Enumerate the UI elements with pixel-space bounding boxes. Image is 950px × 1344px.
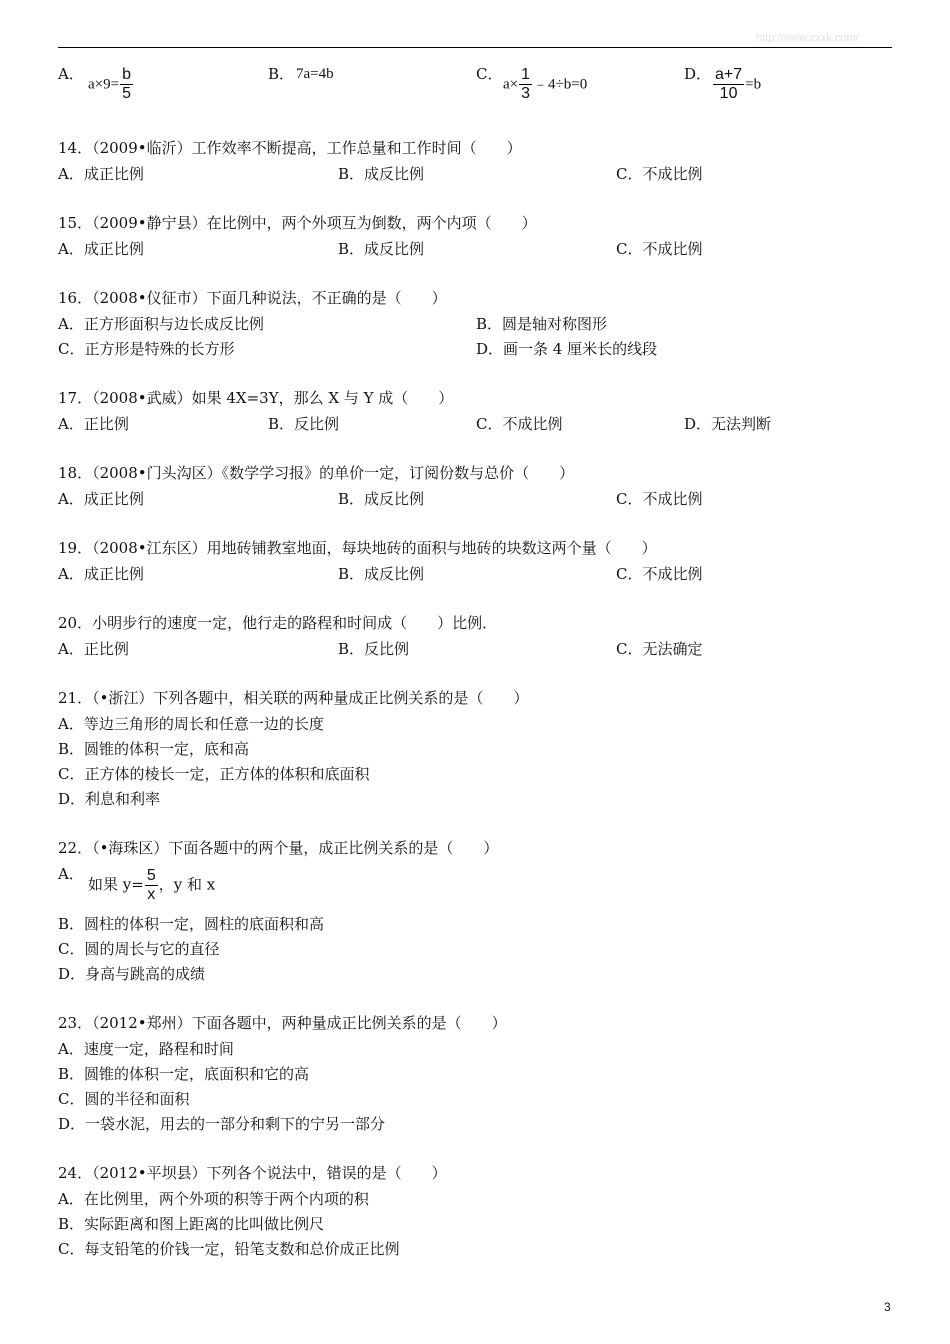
- q13-option-a-formula: [88, 66, 134, 103]
- q18-option-c: C．不成比例: [616, 490, 703, 508]
- q15-option-a: A．成正比例: [58, 240, 144, 258]
- q13-d-numerator: a+7: [715, 66, 743, 83]
- q16-option-c: C．正方形是特殊的长方形: [58, 340, 235, 358]
- q21-option-c: C．正方体的棱长一定，正方体的体积和底面积: [58, 765, 370, 783]
- q18-stem: 18．（2008•门头沟区）《数学学习报》的单价一定，订阅份数与总价（ ）: [58, 464, 575, 482]
- q15-stem: 15．（2009•静宁县）在比例中，两个外项互为倒数，两个内项（ ）: [58, 214, 537, 232]
- q23-stem: 23．（2012•郑州）下面各题中，两种量成正比例关系的是（ ）: [58, 1014, 507, 1032]
- q15-option-c: C．不成比例: [616, 240, 703, 258]
- q22-stem: 22．（•海珠区）下面各题中的两个量，成正比例关系的是（ ）: [58, 839, 499, 857]
- q19-option-b: B．成反比例: [338, 565, 425, 583]
- q16-option-d: D．画一条 4 厘米长的线段: [476, 340, 658, 358]
- q13-option-b-text: 7a=4b: [296, 66, 334, 82]
- q17-stem: 17．（2008•武威）如果 4X=3Y，那么 X 与 Y 成（ ）: [58, 389, 454, 407]
- page-number: 3: [884, 1300, 891, 1314]
- q22-option-a-formula: [88, 867, 215, 904]
- q20-stem: 20．小明步行的速度一定，他行走的路程和时间成（ ）比例．: [58, 614, 498, 632]
- q24-option-b: B．实际距离和图上距离的比叫做比例尺: [58, 1215, 325, 1233]
- q18-option-a: A．成正比例: [58, 490, 144, 508]
- q13-c-denominator: 3: [521, 85, 531, 102]
- q17-option-a: A．正比例: [58, 415, 129, 433]
- q13-c-fraction: [519, 66, 532, 103]
- q13-a-pre: a×9=: [88, 76, 120, 93]
- q13-option-c-label: C．: [476, 65, 503, 83]
- q22-a-pre: 如果 y=: [88, 875, 144, 894]
- q20-option-a: A．正比例: [58, 640, 129, 658]
- q17-option-b: B．反比例: [268, 415, 340, 433]
- q13-c-pre: a×: [503, 76, 519, 93]
- q21-option-d: D．利息和利率: [58, 790, 161, 808]
- q19-stem: 19．（2008•江东区）用地砖铺教室地面，每块地砖的面积与地砖的块数这两个量（ ）: [58, 539, 657, 557]
- q19-option-c: C．不成比例: [616, 565, 703, 583]
- q16-stem: 16．（2008•仪征市）下面几种说法，不正确的是（ ）: [58, 289, 447, 307]
- q14-option-b: B．成反比例: [338, 165, 425, 183]
- q19-option-a: A．成正比例: [58, 565, 144, 583]
- q24-option-c: C．每支铅笔的价钱一定，铅笔支数和总价成正比例: [58, 1240, 400, 1258]
- q22-a-denominator: x: [145, 885, 158, 904]
- q22-a-numerator: 5: [146, 867, 156, 884]
- q24-stem: 24．（2012•平坝县）下列各个说法中，错误的是（ ）: [58, 1164, 447, 1182]
- q13-d-fraction: [713, 66, 744, 103]
- q16-option-a: A．正方形面积与边长成反比例: [58, 315, 264, 333]
- q23-option-a: A．速度一定，路程和时间: [58, 1040, 234, 1058]
- q24-option-a: A．在比例里，两个外项的积等于两个内项的积: [58, 1190, 369, 1208]
- q23-option-d: D．一袋水泥，用去的一部分和剩下的宁另一部分: [58, 1115, 386, 1133]
- q13-a-fraction: [120, 66, 133, 103]
- q23-option-b: B．圆锥的体积一定，底面积和它的高: [58, 1065, 310, 1083]
- q13-a-denominator: 5: [122, 85, 131, 102]
- q13-d-denominator: 10: [713, 84, 744, 103]
- watermark: http://www.zxxk.com/: [756, 32, 859, 44]
- header-rule: [58, 47, 892, 48]
- q13-option-d-label: D．: [684, 65, 712, 83]
- q21-option-b: B．圆锥的体积一定，底和高: [58, 740, 250, 758]
- q22-a-post: ，y 和 x: [158, 875, 216, 894]
- q16-option-b: B．圆是轴对称图形: [476, 315, 608, 333]
- q22-option-a-label: A．: [58, 865, 84, 883]
- q17-option-c: C．不成比例: [476, 415, 563, 433]
- q20-option-c: C．无法确定: [616, 640, 703, 658]
- q15-option-b: B．成反比例: [338, 240, 425, 258]
- q13-option-d-formula: [712, 66, 761, 103]
- q17-option-d: D．无法判断: [684, 415, 772, 433]
- q21-option-a: A．等边三角形的周长和任意一边的长度: [58, 715, 324, 733]
- q13-option-c-formula: [503, 66, 587, 103]
- q13-option-a-label: A．: [58, 65, 84, 83]
- q13-c-numerator: 1: [521, 66, 531, 83]
- q22-option-d: D．身高与跳高的成绩: [58, 965, 206, 983]
- q13-a-numerator: b: [122, 66, 131, 83]
- q23-option-c: C．圆的半径和面积: [58, 1090, 190, 1108]
- q20-option-b: B．反比例: [338, 640, 410, 658]
- q13-c-post: ﹣4÷b=0: [533, 76, 588, 93]
- q14-stem: 14．（2009•临沂）工作效率不断提高，工作总量和工作时间（ ）: [58, 139, 522, 157]
- q22-option-b: B．圆柱的体积一定，圆柱的底面积和高: [58, 915, 325, 933]
- q22-option-c: C．圆的周长与它的直径: [58, 940, 220, 958]
- q13-option-b-label: B．: [268, 65, 295, 83]
- q18-option-b: B．成反比例: [338, 490, 425, 508]
- q22-a-fraction: [145, 867, 158, 904]
- q21-stem: 21．（•浙江）下列各题中，相关联的两种量成正比例关系的是（ ）: [58, 689, 529, 707]
- q13-d-post: =b: [745, 76, 762, 93]
- q14-option-a: A．成正比例: [58, 165, 144, 183]
- q14-option-c: C．不成比例: [616, 165, 703, 183]
